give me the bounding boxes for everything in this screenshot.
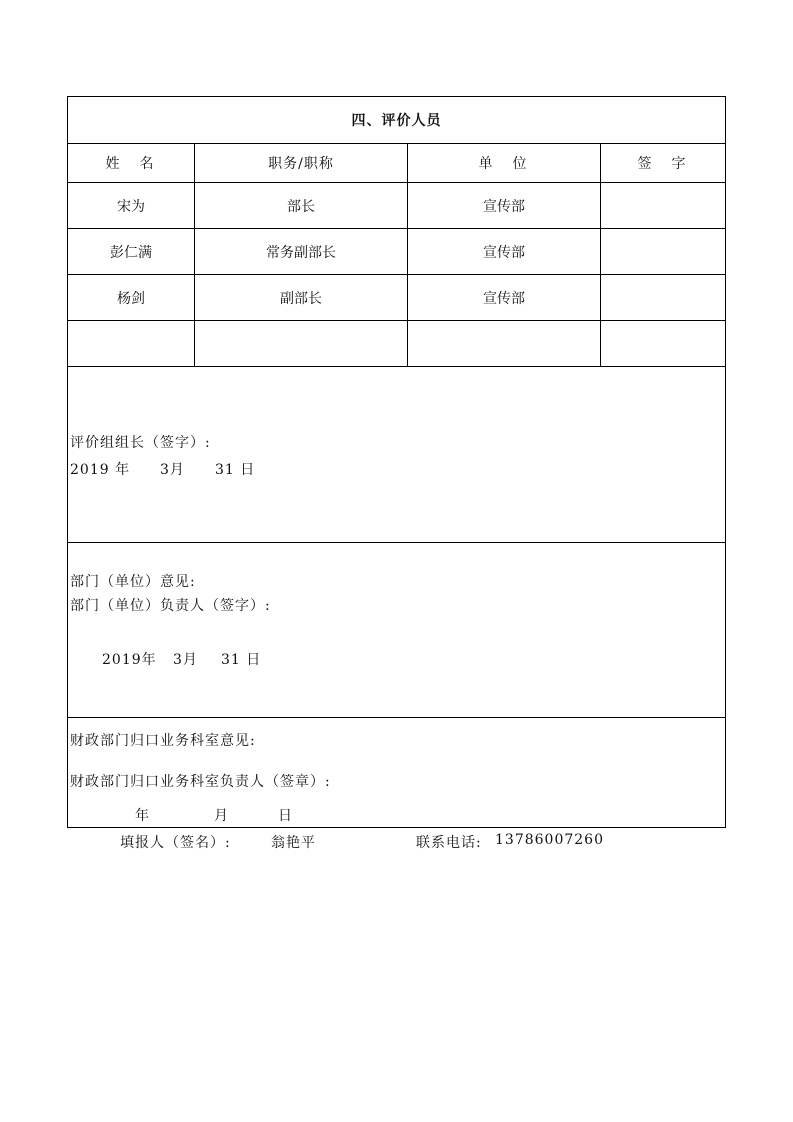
finance-date-day: 日: [278, 808, 293, 824]
table-header-row: [68, 144, 725, 183]
finance-opinion-label: 财政部门归口业务科室意见:: [70, 733, 256, 749]
table-row: [68, 183, 725, 229]
cell-signature[interactable]: [601, 321, 725, 366]
cell-signature[interactable]: [601, 275, 725, 320]
cell-signature[interactable]: [601, 229, 725, 274]
dept-opinion-block: [68, 543, 725, 718]
cell-unit: 宣传部: [408, 229, 601, 274]
leader-date-month: 3月: [160, 462, 185, 478]
cell-unit: 宣传部: [408, 183, 601, 228]
filler-name: 翁艳平: [271, 835, 316, 851]
leader-signature-block: [68, 367, 725, 543]
dept-date-month: 3月: [173, 652, 198, 668]
cell-position: 部长: [195, 183, 408, 228]
cell-unit: [408, 321, 601, 366]
section-title: 四、评价人员: [68, 97, 725, 144]
cell-position: 常务副部长: [195, 229, 408, 274]
cell-signature[interactable]: [601, 183, 725, 228]
cell-name: [68, 321, 195, 366]
finance-date-year: 年: [135, 808, 150, 824]
leader-date-year: 2019 年: [70, 462, 131, 478]
cell-unit: 宣传部: [408, 275, 601, 320]
header-position: 职务/职称: [195, 144, 408, 182]
cell-name: 彭仁满: [68, 229, 195, 274]
leader-label: 评价组组长（签字）:: [70, 435, 211, 451]
dept-date-year: 2019年: [102, 652, 157, 668]
dept-opinion-label: 部门（单位）意见:: [70, 574, 196, 590]
header-name: 姓 名: [68, 144, 195, 182]
phone-label: 联系电话:: [416, 835, 482, 851]
dept-date-day: 31 日: [221, 652, 262, 668]
evaluation-table: [67, 96, 726, 828]
finance-head-label: 财政部门归口业务科室负责人（签章）:: [70, 774, 331, 790]
cell-position: [195, 321, 408, 366]
leader-date-day: 31 日: [215, 462, 256, 478]
finance-date-month: 月: [214, 808, 229, 824]
dept-head-label: 部门（单位）负责人（签字）:: [70, 598, 271, 614]
cell-name: 杨剑: [68, 275, 195, 320]
cell-name: 宋为: [68, 183, 195, 228]
table-row: [68, 321, 725, 367]
header-signature: 签 字: [637, 156, 689, 172]
cell-position: 副部长: [195, 275, 408, 320]
table-row: [68, 275, 725, 321]
header-unit: 单 位: [408, 144, 601, 182]
phone-value: 13786007260: [495, 832, 604, 848]
filler-label: 填报人（签名）:: [120, 835, 231, 851]
table-row: [68, 229, 725, 275]
finance-opinion-block: [68, 718, 725, 827]
